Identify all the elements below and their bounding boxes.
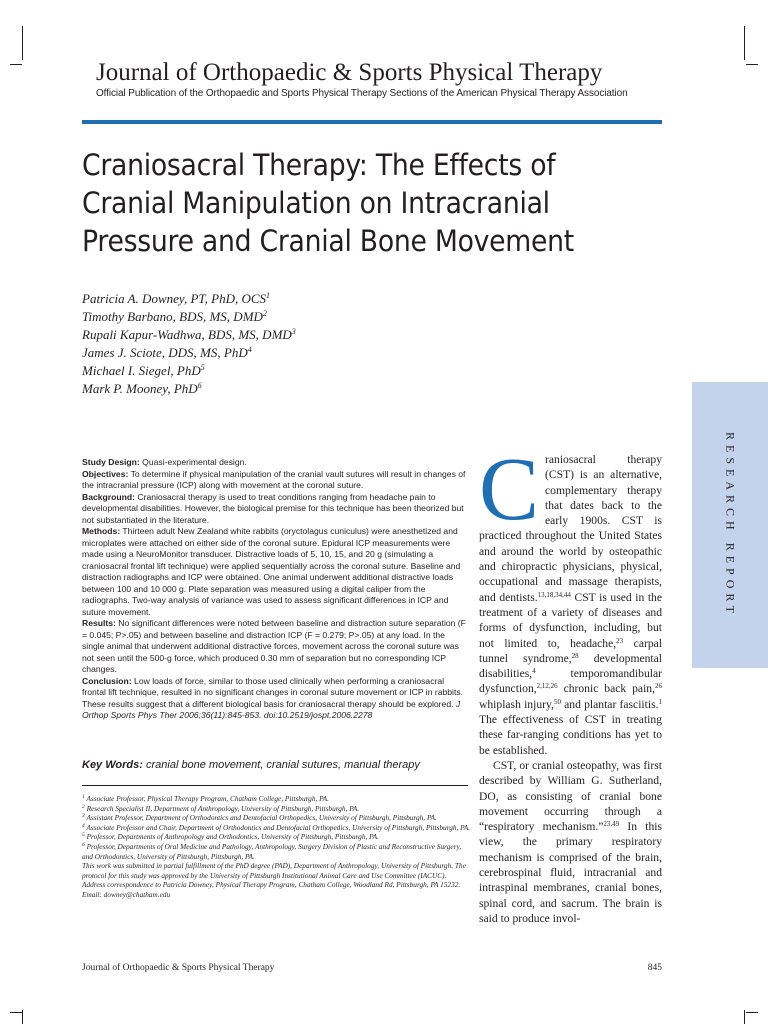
footnote: $^3$ Assistant Professor, Department of Orthodontics and Dentofacial Orthopedics, University of Pittsburgh, Pittsburgh, PA. <box>82 813 437 823</box>
footnotes <box>82 794 470 900</box>
footnote-rule <box>82 785 468 786</box>
abstract-objectives: Objectives: To determine if physical manipulation of the cranial vault sutures will result in changes of the intracranial pressure (ICP) along with movement at the coronal suture. <box>82 468 466 490</box>
section-tab-label: RESEARCH REPORT <box>723 432 738 618</box>
abstract <box>82 457 468 722</box>
author: Michael I. Siegel, PhD$^5$ <box>82 363 205 378</box>
body-paragraph: CST, or cranial osteopathy, was first described by William G. Sutherland, DO, as consisting of cranial bone movement occurring through a “respiratory mechanism.”$^{23,49}$ In this view, the primary respiratory mechanism is comprised of the brain, cerebrospinal fluid, intracranial and intraspinal membranes, cranial bones, spinal cord, and sacrum. The brain is said to produce invol- <box>479 758 662 925</box>
abstract-background: Background: Craniosacral therapy is used to treat conditions ranging from headache pain to developmental disabilities. However, the biological premise for this technique has been theorized but not substantiated in the literature. <box>82 491 464 525</box>
page-number: 845 <box>647 963 662 973</box>
footnote: $^2$ Research Specialist II, Department of Anthropology, University of Pittsburgh, Pittsburgh, PA. <box>82 803 360 813</box>
crop-mark <box>22 26 23 60</box>
keywords: Key Words: cranial bone movement, cranial sutures, manual therapy <box>82 759 420 771</box>
abstract-methods: Methods: Thirteen adult New Zealand white rabbits (oryctolagus cuniculus) were anesthetized and microplates were attached on either side of the coronal suture. Epidural ICP measurements were made using a NeuroMonitor transducer. Distractive loads of 5, 10, 15, and 20 g (simulating a craniosacral frontal lift technique) were applied sequentially across the coronal suture. Baseline and distraction radiographs and ICP were obtained. One animal underwent additional distractive loads between 100 and 10 000 g. Plate separation was measured using a digital caliper from the radiographs. Two-way analysis of variance was used to assess significant differences in ICP and suture movement. <box>82 526 461 617</box>
footer-journal: Journal of Orthopaedic & Sports Physical Therapy <box>82 963 275 973</box>
crop-mark <box>10 64 22 65</box>
crop-mark <box>744 26 745 60</box>
journal-subtitle: Official Publication of the Orthopaedic and Sports Physical Therapy Sections of the American Physical Therapy Association <box>96 88 628 99</box>
body-text <box>479 440 662 926</box>
footnote: $^1$ Associate Professor, Physical Therapy Program, Chatham College, Pittsburgh, PA. <box>82 794 329 803</box>
footnote: $^5$ Professor, Departments of Anthropology and Orthodontics, University of Pittsburgh, Pittsburgh, PA. <box>82 832 379 842</box>
crop-mark <box>744 1010 745 1024</box>
journal-title: Journal of Orthopaedic & Sports Physical Therapy <box>96 59 603 86</box>
author: James J. Sciote, DDS, MS, PhD$^4$ <box>82 345 252 360</box>
footnote: $^6$ Professor, Departments of Oral Medicine and Pathology, Anthropology, Surgery Division of Plastic and Reconstructive Surgery, and Orthodontics, University of Pittsburgh, Pittsburgh, PA. <box>82 841 462 861</box>
author: Mark P. Mooney, PhD$^6$ <box>82 381 202 396</box>
author-list <box>82 290 462 398</box>
crop-mark <box>10 1012 22 1013</box>
drop-cap: C <box>479 440 540 539</box>
crop-mark <box>746 64 758 65</box>
citation: J Orthop Sports Phys Ther 2006;36(11):845-853. doi:10.2519/jospt.2006.2278 <box>82 698 461 720</box>
abstract-results: Results: No significant differences were noted between baseline and distraction suture separation (F = 0.045; P>.05) and between baseline and distraction ICP (F = 0.279; P>.05) at any load. In the single animal that underwent additional distractive forces, movement across the coronal suture was not seen until the 500-g force, which produced 0.30 mm of separation but no corresponding ICP changes. <box>82 618 466 674</box>
crop-mark <box>746 1012 758 1013</box>
header-rule <box>82 120 662 124</box>
footnote: This work was submitted in partial fulfillment of the PhD degree (PAD), Department of Anthropology, University of Pittsburgh. The protocol for this study was approved by the University of Pittsburgh Institutional Animal Care and Use Committee (IACUC). <box>82 861 466 880</box>
footnote: $^4$ Associate Professor and Chair, Department of Orthodontics and Dentofacial Orthopedics, University of Pittsburgh, Pittsburgh, PA. <box>82 822 470 832</box>
abstract-conclusion: Conclusion: Low loads of force, similar to those used clinically when performing a craniosacral frontal lift technique, resulted in no significant changes in coronal suture movement or ICP in rabbits. These results suggest that a different biological basis for craniosacral therapy should be explored. J Orthop Sports Phys Ther 2006;36(11):845-853. doi:10.2519/jospt.2006.2278 <box>82 675 464 720</box>
footnote: Address correspondence to Patricia Downey, Physical Therapy Program, Chatham College, Woodland Rd, Pittsburgh, PA 15232. Email: downey@chatham.edu <box>82 880 461 899</box>
article-title: Craniosacral Therapy: The Effects of Cranial Manipulation on Intracranial Pressure and Cranial Bone Movement <box>82 148 574 258</box>
crop-mark <box>22 1010 23 1024</box>
author: Timothy Barbano, BDS, MS, DMD$^2$ <box>82 309 267 324</box>
author: Rupali Kapur-Wadhwa, BDS, MS, DMD$^3$ <box>82 327 296 342</box>
author: Patricia A. Downey, PT, PhD, OCS$^1$ <box>82 291 271 306</box>
body-paragraph: Craniosacral therapy (CST) is an alternative, complementary therapy that dates back to the early 1900s. CST is practiced throughout the United States and around the world by osteopathic and chiropractic physicians, physical, occupational and massage therapists, and dentists.$^{13,18,34,44}$ CST is used in the treatment of a variety of diseases and forms of dysfunction, including, but not limited to, headache,$^{23}$ carpal tunnel syndrome,$^{28}$ developmental disabilities,$^4$ temporomandibular dysfunction,$^{2,12,26}$ chronic back pain,$^{26}$ whiplash injury,$^{50}$ and plantar fasciitis.$^1$ The effectiveness of CST in treating these far-ranging conditions has yet to be established. <box>479 440 662 757</box>
abstract-study-design: Study Design: Quasi-experimental design. <box>82 457 247 467</box>
